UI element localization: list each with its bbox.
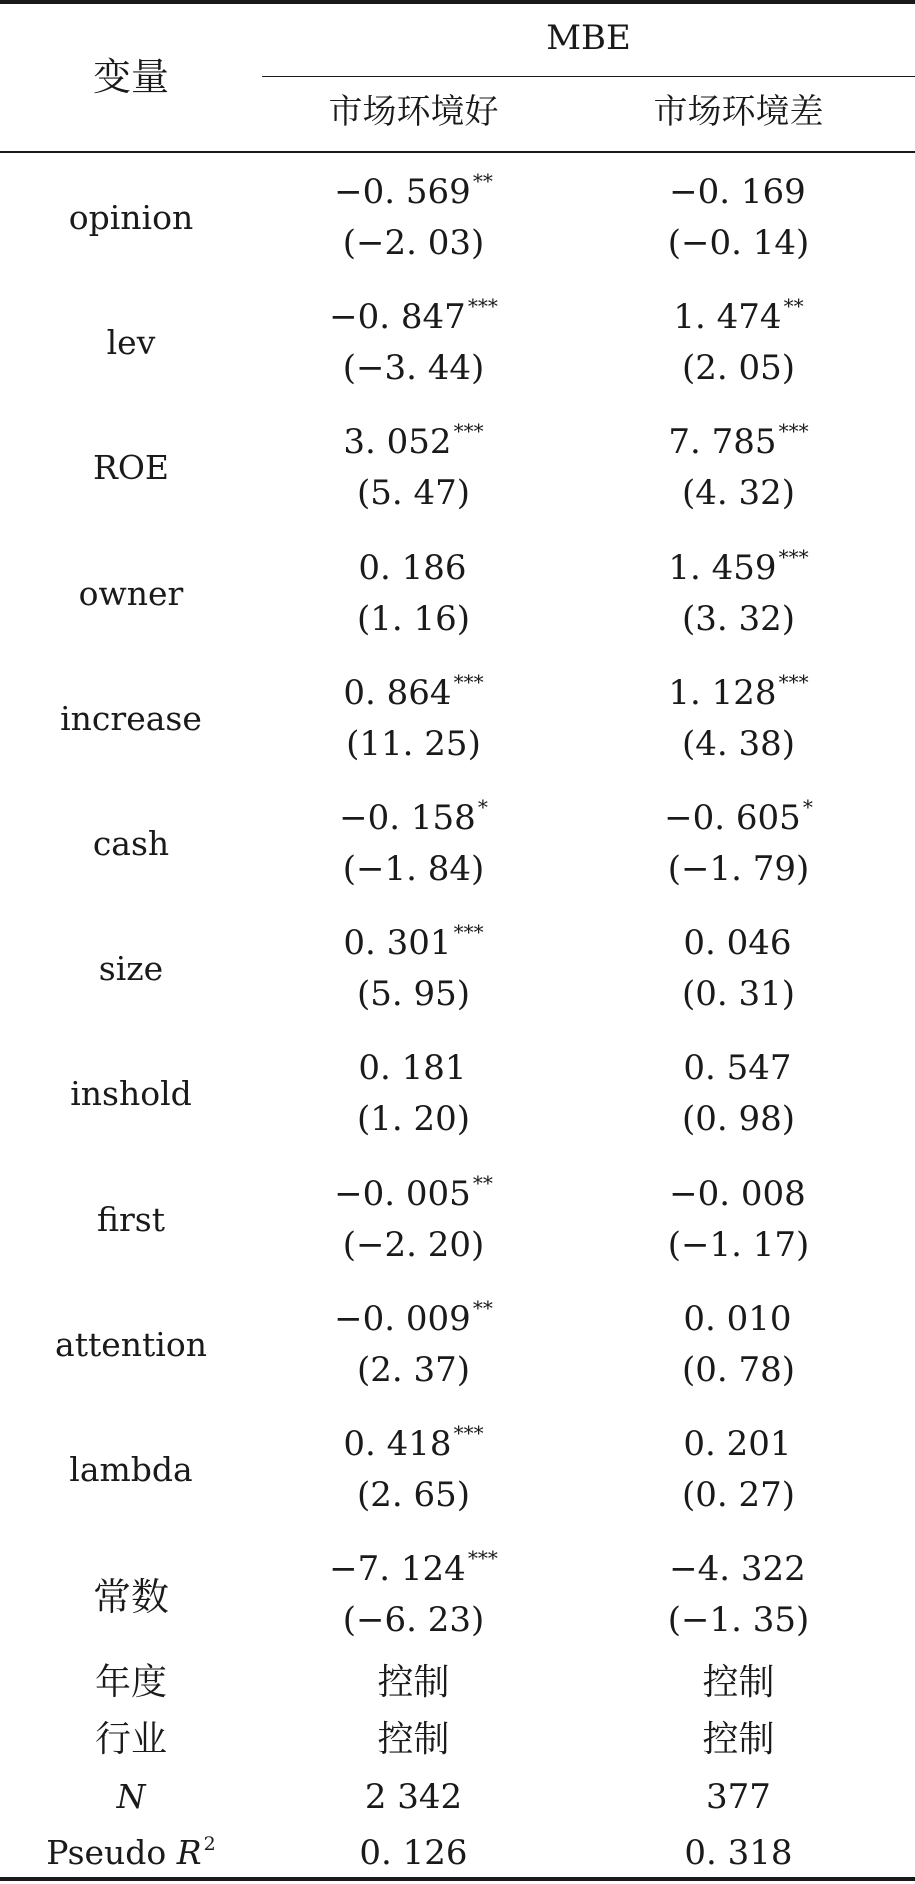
coefficient-c2 bbox=[575, 1424, 902, 1464]
coefficient-c1 bbox=[250, 920, 577, 964]
coefficient-c2 bbox=[575, 923, 902, 964]
header-group-mbe: MBE bbox=[546, 18, 631, 58]
row-variable-label: ROE bbox=[93, 448, 169, 488]
coefficient-value: −0. 008 bbox=[669, 1173, 806, 1214]
pseudo-prefix: Pseudo bbox=[46, 1833, 177, 1872]
coefficient-c1 bbox=[250, 169, 577, 212]
footer-pseudo-c1: 0. 126 bbox=[359, 1833, 468, 1873]
row-variable-label: lambda bbox=[69, 1450, 193, 1489]
footer-industry-label: 行业 bbox=[94, 1719, 167, 1760]
t-statistic-c1: (5. 47) bbox=[356, 473, 471, 514]
t-statistic-c2: (0. 98) bbox=[681, 1099, 796, 1140]
footer-n-c2: 377 bbox=[706, 1777, 771, 1817]
t-statistic-c1: (−1. 84) bbox=[342, 849, 485, 889]
coefficient-c2 bbox=[575, 544, 902, 588]
t-statistic-c2: (−1. 17) bbox=[667, 1224, 810, 1265]
t-statistic-c2: (−0. 14) bbox=[667, 223, 810, 263]
significance-stars: ** bbox=[472, 169, 493, 193]
significance-stars: ** bbox=[472, 1170, 493, 1195]
coefficient-value: −7. 124 bbox=[329, 1549, 466, 1590]
coefficient-c2 bbox=[575, 1298, 902, 1339]
row-variable-label: 常数 bbox=[92, 1575, 169, 1620]
significance-stars: * bbox=[477, 795, 488, 819]
coefficient-value: −0. 158 bbox=[339, 798, 476, 838]
header-rule bbox=[0, 151, 915, 153]
coefficient-value: 1. 128 bbox=[668, 672, 777, 713]
coefficient-c1 bbox=[250, 1048, 577, 1089]
significance-stars: *** bbox=[453, 419, 484, 444]
coefficient-value: 3. 052 bbox=[343, 422, 452, 463]
t-statistic-c1: (2. 37) bbox=[356, 1349, 471, 1390]
t-statistic-c1: (1. 16) bbox=[356, 598, 471, 639]
coefficient-c2 bbox=[575, 1173, 902, 1214]
row-variable-label: lev bbox=[106, 323, 156, 363]
coefficient-c2 bbox=[575, 419, 902, 463]
coefficient-c2 bbox=[575, 1048, 902, 1089]
t-statistic-c2: (3. 32) bbox=[681, 598, 796, 639]
row-variable-label: increase bbox=[60, 698, 202, 738]
significance-stars: * bbox=[802, 795, 813, 819]
t-statistic-c2: (0. 31) bbox=[681, 974, 796, 1015]
header-col-poor-market: 市场环境差 bbox=[653, 92, 824, 132]
significance-stars: *** bbox=[467, 294, 498, 319]
t-statistic-c2: (2. 05) bbox=[681, 348, 796, 389]
t-statistic-c1: (1. 20) bbox=[356, 1099, 471, 1140]
row-variable-label: owner bbox=[78, 573, 184, 613]
significance-stars: *** bbox=[453, 920, 484, 945]
coefficient-value: 7. 785 bbox=[668, 422, 777, 463]
t-statistic-c1: (11. 25) bbox=[346, 723, 481, 764]
t-statistic-c2: (0. 78) bbox=[681, 1349, 796, 1390]
significance-stars: ** bbox=[472, 1295, 493, 1320]
t-statistic-c1: (2. 65) bbox=[356, 1475, 471, 1515]
t-statistic-c1: (−2. 20) bbox=[342, 1224, 485, 1265]
coefficient-c2 bbox=[575, 795, 902, 838]
significance-stars: *** bbox=[778, 669, 809, 694]
coefficient-c1 bbox=[250, 1421, 577, 1464]
coefficient-c1 bbox=[250, 294, 577, 338]
t-statistic-c2: (−1. 79) bbox=[667, 849, 810, 889]
coefficient-value: 1. 459 bbox=[668, 547, 777, 588]
coefficient-value: 0. 301 bbox=[343, 923, 452, 964]
t-statistic-c2: (4. 32) bbox=[681, 473, 796, 514]
coefficient-value: −0. 009 bbox=[334, 1298, 471, 1339]
coefficient-value: 0. 010 bbox=[683, 1298, 792, 1339]
coefficient-value: −0. 605 bbox=[664, 798, 801, 838]
coefficient-c1 bbox=[250, 1295, 577, 1339]
footer-pseudo-c2: 0. 318 bbox=[684, 1833, 793, 1873]
t-statistic-c2: (0. 27) bbox=[681, 1475, 796, 1515]
t-statistic-c2: (−1. 35) bbox=[667, 1600, 810, 1641]
row-variable-label: cash bbox=[92, 824, 170, 863]
coefficient-c2 bbox=[575, 1549, 902, 1590]
coefficient-value: 0. 547 bbox=[683, 1048, 792, 1089]
t-statistic-c1: (−6. 23) bbox=[342, 1600, 485, 1641]
coefficient-value: 0. 201 bbox=[683, 1424, 792, 1464]
t-statistic-c1: (−3. 44) bbox=[342, 348, 485, 389]
row-variable-label: attention bbox=[55, 1324, 207, 1364]
coefficient-c2 bbox=[575, 669, 902, 713]
significance-stars: *** bbox=[453, 669, 484, 694]
coefficient-c1 bbox=[250, 1170, 577, 1214]
significance-stars: *** bbox=[467, 1546, 498, 1571]
footer-n-label: N bbox=[116, 1777, 146, 1816]
footer-year-label: 年度 bbox=[94, 1662, 167, 1703]
coefficient-value: 0. 418 bbox=[343, 1424, 452, 1464]
pseudo-r: R bbox=[176, 1833, 202, 1872]
footer-industry-c1: 控制 bbox=[377, 1719, 450, 1760]
coefficient-value: −0. 169 bbox=[669, 172, 806, 212]
coefficient-c2 bbox=[575, 172, 902, 212]
row-variable-label: size bbox=[98, 949, 164, 989]
footer-year-c1: 控制 bbox=[377, 1662, 450, 1703]
coefficient-c1 bbox=[250, 419, 577, 463]
coefficient-value: 0. 864 bbox=[343, 672, 452, 713]
row-variable-label: first bbox=[97, 1199, 165, 1239]
header-col-good-market: 市场环境好 bbox=[328, 92, 499, 132]
significance-stars: *** bbox=[453, 1421, 484, 1445]
group-rule bbox=[262, 76, 915, 77]
footer-year-c2: 控制 bbox=[702, 1662, 775, 1703]
coefficient-value: 0. 186 bbox=[358, 547, 467, 588]
t-statistic-c1: (−2. 03) bbox=[342, 223, 485, 263]
row-variable-label: inshold bbox=[70, 1074, 192, 1114]
coefficient-value: −0. 847 bbox=[329, 297, 466, 338]
footer-pseudo-r2-label bbox=[0, 1833, 262, 1872]
coefficient-value: −0. 569 bbox=[334, 172, 471, 212]
top-rule bbox=[0, 0, 915, 4]
coefficient-c2 bbox=[575, 294, 902, 338]
significance-stars: *** bbox=[778, 419, 809, 444]
coefficient-value: 1. 474 bbox=[673, 297, 782, 338]
coefficient-value: 0. 046 bbox=[683, 923, 792, 964]
pseudo-exp: 2 bbox=[203, 1833, 216, 1855]
row-variable-label: opinion bbox=[68, 198, 194, 237]
footer-industry-c2: 控制 bbox=[702, 1719, 775, 1760]
coefficient-c1 bbox=[250, 795, 577, 838]
footer-n-c1: 2 342 bbox=[364, 1777, 463, 1817]
coefficient-c1 bbox=[250, 1546, 577, 1590]
coefficient-value: 0. 181 bbox=[358, 1048, 467, 1089]
significance-stars: *** bbox=[778, 544, 809, 569]
coefficient-value: −0. 005 bbox=[334, 1173, 471, 1214]
coefficient-value: −4. 322 bbox=[669, 1549, 806, 1590]
header-variable: 变量 bbox=[92, 55, 169, 99]
bottom-rule bbox=[0, 1877, 915, 1881]
t-statistic-c1: (5. 95) bbox=[356, 974, 471, 1015]
coefficient-c1 bbox=[250, 669, 577, 713]
significance-stars: ** bbox=[783, 294, 804, 319]
t-statistic-c2: (4. 38) bbox=[681, 723, 796, 764]
coefficient-c1 bbox=[250, 547, 577, 588]
